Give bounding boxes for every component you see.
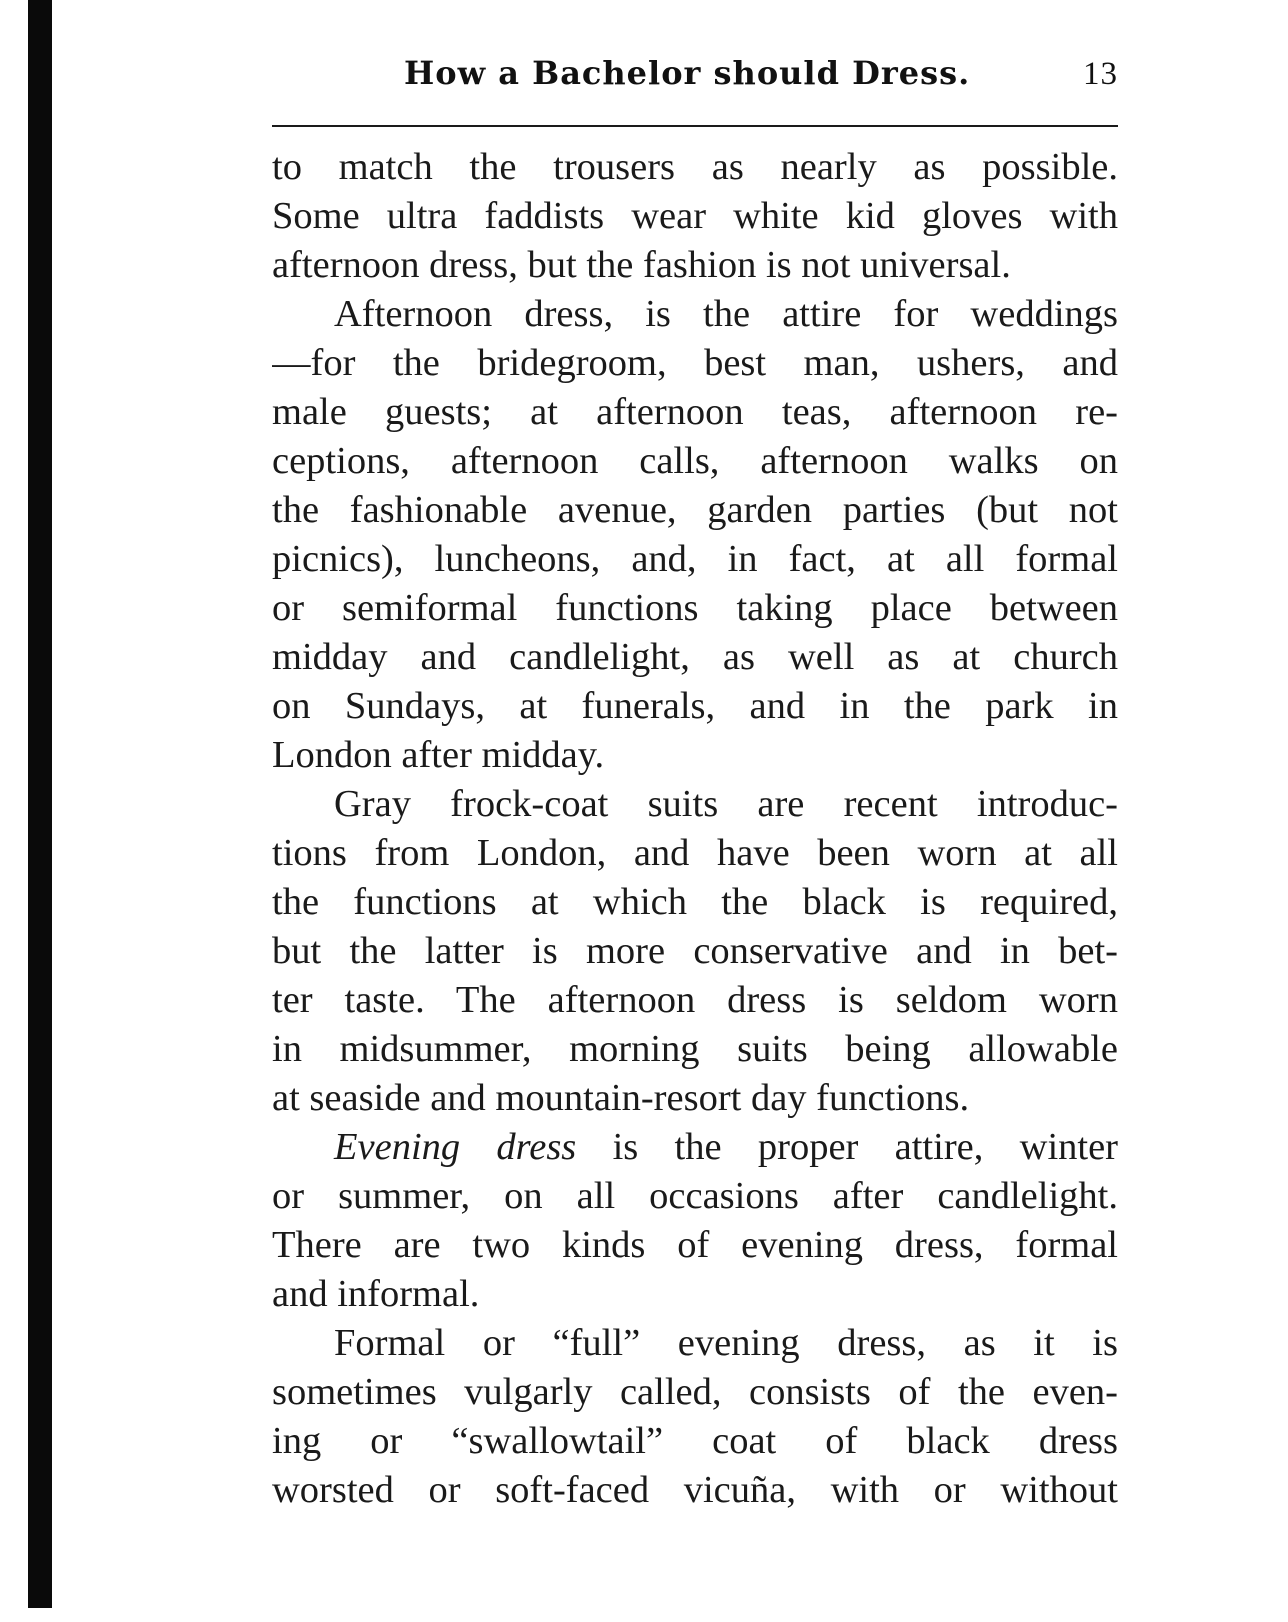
paragraph-2	[272, 290, 1118, 780]
text-line: ceptions, afternoon calls, afternoon walks on	[272, 440, 1118, 482]
text-line: the functions at which the black is required,	[272, 881, 1118, 923]
text-line: Formal or “full” evening dress, as it is	[334, 1322, 1118, 1364]
text-line: Some ultra faddists wear white kid gloves with	[272, 195, 1118, 237]
text-line: tions from London, and have been worn at all	[272, 832, 1118, 874]
text-line-first	[272, 1123, 1118, 1172]
text-run: is the proper attire, winter	[576, 1126, 1118, 1168]
text-line: in midsummer, morning suits being allowable	[272, 1028, 1118, 1070]
text-line: ter taste. The afternoon dress is seldom worn	[272, 979, 1118, 1021]
text-line: ing or “swallowtail” coat of black dress	[272, 1420, 1118, 1462]
header-rule	[272, 125, 1118, 127]
text-line: or summer, on all occasions after candlelight.	[272, 1175, 1118, 1217]
text-line: on Sundays, at funerals, and in the park in	[272, 685, 1118, 727]
text-line: the fashionable avenue, garden parties (but not	[272, 489, 1118, 531]
text-line: and informal.	[272, 1273, 480, 1315]
page-header	[272, 46, 1118, 106]
text-line: at seaside and mountain-resort day functions.	[272, 1077, 970, 1119]
text-line: male guests; at afternoon teas, afternoon re-	[272, 391, 1118, 433]
text-line: but the latter is more conservative and in bet-	[272, 930, 1118, 972]
paragraph-1	[272, 143, 1118, 290]
text-line: to match the trousers as nearly as possible.	[272, 146, 1118, 188]
text-line: London after midday.	[272, 734, 605, 776]
text-line: There are two kinds of evening dress, formal	[272, 1224, 1118, 1266]
text-line: midday and candlelight, as well as at church	[272, 636, 1118, 678]
italic-term: Evening dress	[334, 1126, 577, 1168]
text-line: sometimes vulgarly called, consists of the even-	[272, 1371, 1118, 1413]
paragraph-3	[272, 780, 1118, 1123]
body-text	[272, 143, 1118, 1515]
paragraph-4	[272, 1123, 1118, 1319]
paragraph-5	[272, 1319, 1118, 1515]
binding-edge	[28, 0, 52, 1608]
text-line: —for the bridegroom, best man, ushers, and	[272, 342, 1118, 384]
text-line: afternoon dress, but the fashion is not universal.	[272, 244, 1011, 286]
running-title: How a Bachelor should Dress.	[404, 54, 971, 92]
text-line: picnics), luncheons, and, in fact, at all formal	[272, 538, 1118, 580]
text-line: worsted or soft-faced vicuña, with or without	[272, 1469, 1118, 1511]
text-line: or semiformal functions taking place between	[272, 587, 1118, 629]
text-line: Gray frock-coat suits are recent introduc-	[334, 783, 1118, 825]
page-number: 13	[1083, 56, 1118, 92]
text-line: Afternoon dress, is the attire for weddings	[334, 293, 1118, 335]
